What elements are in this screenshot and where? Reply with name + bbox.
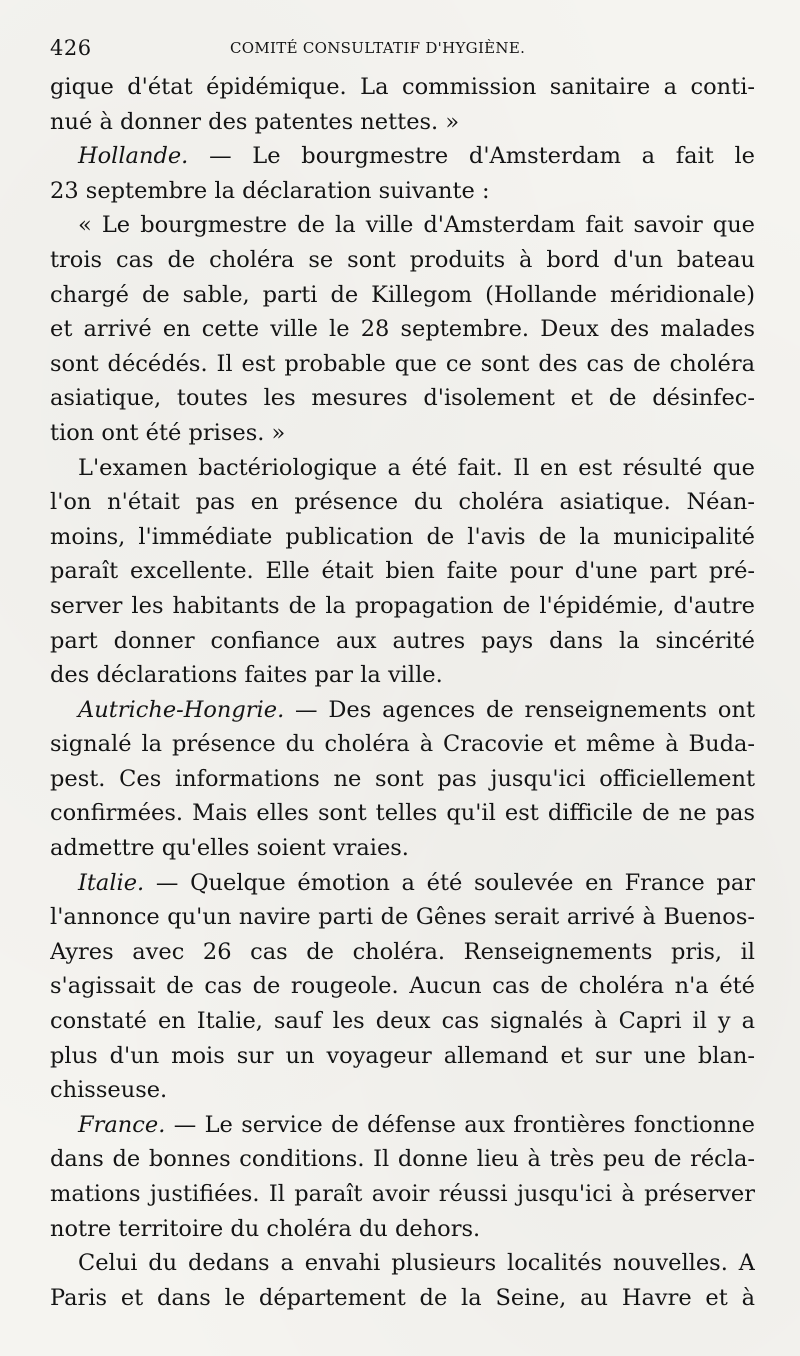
text-line bbox=[50, 278, 755, 313]
line-text: — Des agences de renseignements ont bbox=[284, 696, 755, 723]
text-line bbox=[50, 105, 755, 140]
line-text: Paris et dans le département de la Seine, au Havre et à bbox=[50, 1284, 755, 1311]
section-heading: Italie. bbox=[78, 869, 145, 896]
text-line bbox=[50, 1004, 755, 1039]
text-line bbox=[50, 1073, 755, 1108]
line-text: asiatique, toutes les mesures d'isolement et de désinfec- bbox=[50, 385, 755, 412]
text-line bbox=[50, 935, 755, 970]
text-line bbox=[50, 693, 755, 728]
text-line bbox=[50, 312, 755, 347]
line-text: — Le service de défense aux frontières fonctionne bbox=[165, 1111, 755, 1138]
line-text: server les habitants de la propagation de l'épidémie, d'autre bbox=[50, 592, 755, 619]
line-text: paraît excellente. Elle était bien faite pour d'une part pré- bbox=[50, 558, 755, 585]
line-text: mations justifiées. Il paraît avoir réussi jusqu'ici à préserver bbox=[50, 1181, 755, 1207]
line-text: part donner confiance aux autres pays dans la sincérité bbox=[50, 627, 755, 654]
text-line bbox=[50, 554, 755, 589]
text-line bbox=[50, 727, 755, 762]
line-text: — Le bourgmestre d'Amsterdam a fait le bbox=[188, 143, 755, 170]
line-text: l'annonce qu'un navire parti de Gênes serait arrivé à Buenos- bbox=[50, 904, 755, 931]
page-number: 426 bbox=[50, 36, 92, 60]
line-text: notre territoire du choléra du dehors. bbox=[50, 1215, 481, 1242]
page-header bbox=[50, 34, 755, 68]
line-text: pest. Ces informations ne sont pas jusqu'ici officiellement bbox=[50, 765, 755, 792]
text-line bbox=[50, 589, 755, 624]
body-text bbox=[50, 70, 755, 1315]
line-text: sont décédés. Il est probable que ce sont des cas de choléra bbox=[50, 350, 755, 377]
line-text: gique d'état épidémique. La commission sanitaire a conti- bbox=[50, 74, 755, 100]
line-text: — Quelque émotion a été soulevée en France par bbox=[144, 869, 755, 896]
line-text: confirmées. Mais elles sont telles qu'il est difficile de ne pas bbox=[50, 800, 755, 827]
text-line bbox=[50, 624, 755, 659]
running-title: COMITÉ CONSULTATIF D'HYGIÈNE. bbox=[230, 39, 526, 57]
line-text: L'examen bactériologique a été fait. Il en est résulté que bbox=[78, 454, 755, 481]
line-text: trois cas de choléra se sont produits à bord d'un bateau bbox=[50, 246, 755, 273]
line-text: plus d'un mois sur un voyageur allemand et sur une blan- bbox=[50, 1042, 755, 1069]
line-text: signalé la présence du choléra à Cracovie et même à Buda- bbox=[50, 731, 755, 758]
text-line bbox=[50, 1177, 755, 1212]
text-line bbox=[50, 485, 755, 520]
line-text: admettre qu'elles soient vraies. bbox=[50, 835, 409, 862]
line-text: 23 septembre la déclaration suivante : bbox=[50, 177, 490, 204]
line-text: nué à donner des patentes nettes. » bbox=[50, 108, 460, 135]
line-text: Celui du dedans a envahi plusieurs localités nouvelles. A bbox=[78, 1250, 755, 1277]
section-heading: Autriche-Hongrie. bbox=[78, 696, 285, 723]
text-line bbox=[50, 381, 755, 416]
text-line bbox=[50, 831, 755, 866]
text-line bbox=[50, 658, 755, 693]
text-line bbox=[50, 762, 755, 797]
text-line bbox=[50, 1039, 755, 1074]
text-line bbox=[50, 1281, 755, 1316]
text-line bbox=[50, 139, 755, 174]
text-line bbox=[50, 866, 755, 901]
line-text: Ayres avec 26 cas de choléra. Renseignements pris, il bbox=[50, 938, 755, 965]
text-line bbox=[50, 1142, 755, 1177]
text-line bbox=[50, 969, 755, 1004]
text-line bbox=[50, 208, 755, 243]
text-line bbox=[50, 1212, 755, 1247]
text-line bbox=[50, 796, 755, 831]
text-line bbox=[50, 900, 755, 935]
line-text: « Le bourgmestre de la ville d'Amsterdam fait savoir que bbox=[78, 212, 755, 239]
text-line bbox=[50, 520, 755, 555]
text-line bbox=[50, 243, 755, 278]
line-text: l'on n'était pas en présence du choléra asiatique. Néan- bbox=[50, 489, 755, 516]
section-heading: France. bbox=[78, 1111, 166, 1138]
section-heading: Hollande. bbox=[78, 143, 189, 170]
line-text: dans de bonnes conditions. Il donne lieu à très peu de récla- bbox=[50, 1146, 755, 1173]
line-text: chisseuse. bbox=[50, 1077, 168, 1104]
line-text: moins, l'immédiate publication de l'avis de la municipalité bbox=[50, 523, 755, 550]
text-line bbox=[50, 347, 755, 382]
line-text: chargé de sable, parti de Killegom (Hollande méridionale) bbox=[50, 281, 755, 308]
text-line bbox=[50, 174, 755, 209]
text-line bbox=[50, 451, 755, 486]
line-text: s'agissait de cas de rougeole. Aucun cas de choléra n'a été bbox=[50, 973, 755, 1000]
line-text: tion ont été prises. » bbox=[50, 419, 286, 446]
line-text: des déclarations faites par la ville. bbox=[50, 662, 443, 689]
text-line bbox=[50, 70, 755, 105]
line-text: constaté en Italie, sauf les deux cas signalés à Capri il y a bbox=[50, 1008, 755, 1035]
text-line bbox=[50, 416, 755, 451]
text-line bbox=[50, 1246, 755, 1281]
line-text: et arrivé en cette ville le 28 septembre. Deux des malades bbox=[50, 316, 755, 343]
text-line bbox=[50, 1108, 755, 1143]
